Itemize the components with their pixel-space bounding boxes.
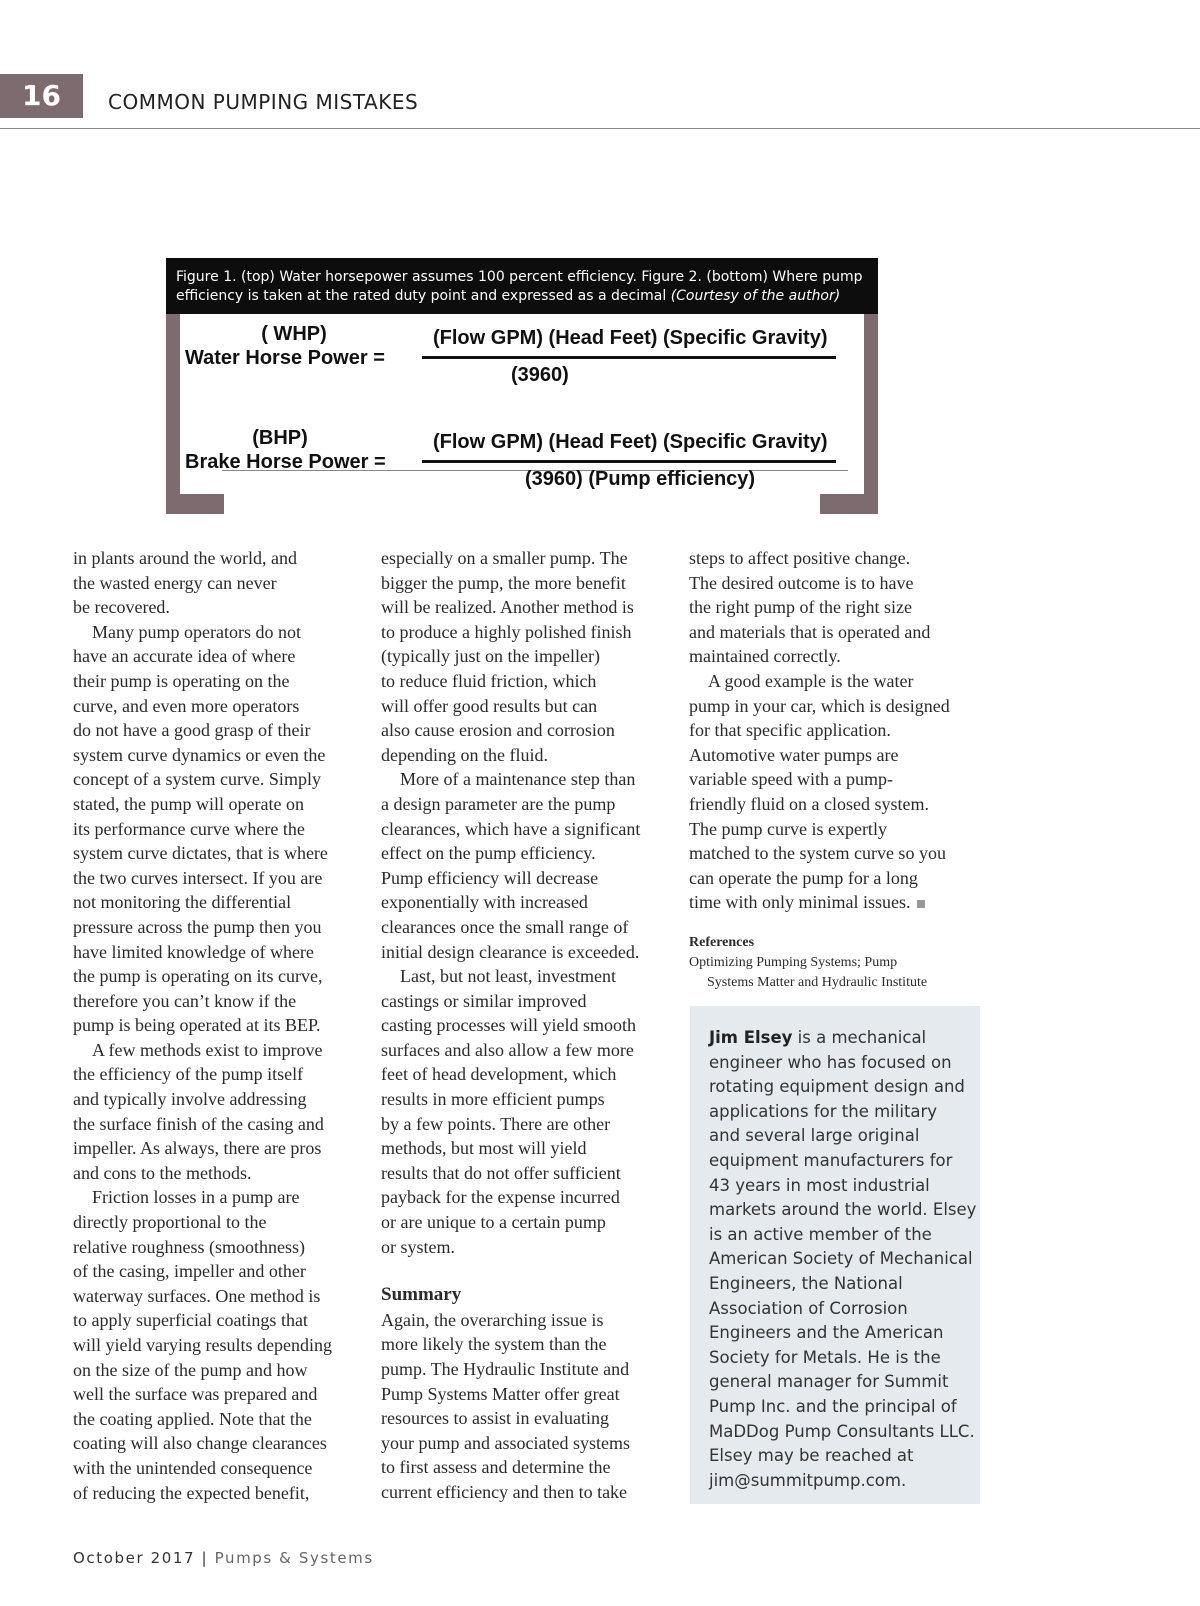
text-line: Friction losses in a pump are (92, 1187, 300, 1208)
text-line: steps to affect positive change. (689, 548, 911, 568)
figure-caption (166, 258, 878, 314)
text-line: the efficiency of the pump itself (73, 1064, 304, 1085)
text-line: system curve dynamics or even the (73, 744, 326, 765)
text-line: the coating applied. Note that the (73, 1408, 312, 1429)
whp-denominator: (3960) (511, 364, 569, 386)
bio-line: equipment manufacturers for (709, 1150, 953, 1170)
text-line: the two curves intersect. If you are (73, 867, 323, 888)
text-line: initial design clearance is exceeded. (381, 941, 640, 962)
text-line: waterway surfaces. One method is (73, 1285, 321, 1306)
text-line: therefore you can’t know if the (73, 990, 297, 1011)
text-line: current efficiency and then to take (381, 1481, 628, 1502)
bio-line: MaDDog Pump Consultants LLC. (709, 1421, 975, 1441)
text-line: also cause erosion and corrosion (381, 720, 615, 741)
bio-text: is a mechanical (792, 1028, 927, 1047)
text-line: A few methods exist to improve (92, 1039, 323, 1060)
caption-credit: (Courtesy of the author) (670, 288, 841, 304)
text-line: feet of head development, which (381, 1064, 617, 1085)
text-line: especially on a smaller pump. The (381, 548, 628, 568)
text-line: to apply superficial coatings that (73, 1310, 308, 1331)
bhp-label: Brake Horse Power = (185, 451, 386, 473)
figure-frame-foot-left (166, 494, 224, 514)
text-line: Pump efficiency will decrease (381, 867, 599, 888)
text-line: clearances, which have a significant (381, 818, 641, 839)
text-line: More of a maintenance step than (400, 769, 636, 790)
article-column-3 (689, 546, 979, 993)
text-line: the surface finish of the casing and (73, 1113, 324, 1134)
article-column-2 (381, 546, 671, 1505)
bio-line: general manager for Summit (709, 1372, 949, 1392)
bhp-fraction-bar (422, 460, 836, 463)
text-line: in plants around the world, and (73, 548, 297, 568)
text-line: for that specific application. (689, 720, 891, 741)
text-line: can operate the pump for a long (689, 867, 918, 888)
text-line: Pump Systems Matter offer great (381, 1383, 620, 1404)
text-line: pump is being operated at its BEP. (73, 1015, 321, 1036)
text-line: friendly fluid on a closed system. (689, 793, 929, 814)
bio-line: Pump Inc. and the principal of (709, 1396, 957, 1416)
text-line: not monitoring the differential (73, 892, 292, 913)
text-line: or system. (381, 1236, 455, 1257)
text-line: methods, but most will yield (381, 1138, 587, 1159)
text-line: or are unique to a certain pump (381, 1212, 606, 1233)
bio-line: markets around the world. Elsey (709, 1200, 977, 1220)
author-bio-box (690, 1006, 980, 1504)
text-line: depending on the fluid. (381, 744, 548, 765)
figure-frame-left (166, 314, 180, 514)
text-line: matched to the system curve so you (689, 843, 946, 864)
page-footer (73, 1549, 374, 1567)
text-line: will offer good results but can (381, 695, 598, 716)
text-line: do not have a good grasp of their (73, 720, 311, 741)
text-line: Again, the overarching issue is (381, 1309, 604, 1330)
figure-frame-foot-right (820, 494, 878, 514)
last-text-line (689, 890, 979, 915)
text-line: Last, but not least, investment (400, 966, 616, 987)
text-line: the right pump of the right size (689, 597, 912, 618)
text-line: its performance curve where the (73, 818, 305, 839)
text-line: their pump is operating on the (73, 670, 290, 691)
text-line: to produce a highly polished finish (381, 621, 632, 642)
section-title: COMMON PUMPING MISTAKES (108, 90, 419, 114)
bio-line: Society for Metals. He is the (709, 1347, 941, 1367)
text-line-content: time with only minimal issues. (689, 892, 911, 913)
text-line: castings or similar improved (381, 990, 587, 1011)
text-line: coating will also change clearances (73, 1433, 327, 1454)
text-line: a design parameter are the pump (381, 793, 616, 814)
text-line: effect on the pump efficiency. (381, 843, 596, 864)
figure-frame-right (864, 314, 878, 514)
text-line: clearances once the small range of (381, 916, 629, 937)
text-line: exponentially with increased (381, 892, 588, 913)
text-line: will yield varying results depending (73, 1335, 332, 1355)
bhp-numerator: (Flow GPM) (Head Feet) (Specific Gravity) (433, 431, 828, 453)
references-body (689, 953, 979, 993)
figure-body-lower (224, 494, 820, 514)
bio-line: Elsey may be reached at (709, 1446, 914, 1466)
text-line: well the surface was prepared and (73, 1384, 318, 1405)
text-line: Many pump operators do not (92, 621, 301, 642)
text-line: variable speed with a pump- (689, 769, 893, 790)
whp-numerator: (Flow GPM) (Head Feet) (Specific Gravity) (433, 327, 828, 349)
text-line: the wasted energy can never (73, 572, 277, 593)
text-line: and materials that is operated and (689, 621, 931, 642)
whp-fraction-bar (422, 356, 836, 359)
reference-line: Systems Matter and Hydraulic Institute (707, 974, 928, 990)
bio-line: 43 years in most industrial (709, 1175, 930, 1195)
end-mark-icon (917, 900, 925, 908)
page-number: 16 (0, 74, 83, 118)
text-line: impeller. As always, there are pros (73, 1138, 322, 1159)
bhp-abbr: (BHP) (252, 427, 308, 449)
text-line: more likely the system than the (381, 1334, 607, 1355)
bio-first-line (709, 1026, 962, 1051)
text-line: on the size of the pump and how (73, 1359, 308, 1380)
text-line: be recovered. (73, 597, 170, 618)
bio-line: Engineers and the American (709, 1323, 944, 1343)
text-line: concept of a system curve. Simply (73, 769, 321, 790)
bio-line: and several large original (709, 1126, 920, 1146)
text-line: of reducing the expected benefit, (73, 1482, 310, 1503)
text-line: stated, the pump will operate on (73, 793, 304, 814)
text-line: A good example is the water (708, 670, 914, 691)
text-line: and cons to the methods. (73, 1162, 252, 1183)
text-line: to reduce fluid friction, which (381, 670, 597, 691)
caption-text: Figure 1. (top) Water horsepower assumes 100 percent efficiency. Figure 2. (bottom) Where pump efficiency is taken at the rated duty point and expressed as a decimal (176, 269, 863, 304)
text-line: pressure across the pump then you (73, 916, 322, 937)
author-email[interactable]: jim@summitpump.com. (709, 1470, 907, 1490)
whp-abbr: ( WHP) (261, 323, 327, 345)
text-line: results that do not offer sufficient (381, 1162, 621, 1183)
issue-date: October 2017 (73, 1549, 196, 1567)
text-line: pump. The Hydraulic Institute and (381, 1359, 630, 1379)
text-line: pump in your car, which is designed (689, 695, 950, 716)
references-title: References (689, 934, 755, 950)
text-line: bigger the pump, the more benefit (381, 572, 626, 593)
text-line: Automotive water pumps are (689, 744, 899, 765)
text-line: casting processes will yield smooth (381, 1015, 636, 1036)
figure-equations (166, 258, 878, 514)
text-line: The desired outcome is to have (689, 572, 914, 593)
text-line: have an accurate idea of where (73, 646, 296, 667)
magazine-name: Pumps & Systems (214, 1549, 374, 1567)
text-line: curve, and even more operators (73, 695, 300, 716)
text-line: your pump and associated systems (381, 1432, 630, 1453)
bio-line: applications for the military (709, 1101, 938, 1121)
bio-line: engineer who has focused on (709, 1052, 952, 1072)
text-line: The pump curve is expertly (689, 818, 887, 839)
text-line: system curve dictates, that is where (73, 843, 328, 864)
text-line: maintained correctly. (689, 646, 841, 667)
text-line: with the unintended consequence (73, 1457, 313, 1478)
text-line: and typically involve addressing (73, 1089, 307, 1110)
reference-line: Optimizing Pumping Systems; Pump (689, 954, 898, 970)
text-line: to first assess and determine the (381, 1457, 611, 1478)
whp-label: Water Horse Power = (185, 347, 385, 369)
bio-line: rotating equipment design and (709, 1077, 965, 1097)
text-line: resources to assist in evaluating (381, 1408, 609, 1429)
text-line: (typically just on the impeller) (381, 646, 600, 667)
bio-line: Engineers, the National (709, 1273, 903, 1293)
summary-heading: Summary (381, 1284, 462, 1306)
text-line: the pump is operating on its curve, (73, 966, 323, 987)
bio-line: American Society of Mechanical (709, 1249, 973, 1269)
bio-line: is an active member of the (709, 1224, 932, 1244)
author-name: Jim Elsey (709, 1028, 793, 1047)
text-line: directly proportional to the (73, 1212, 267, 1233)
text-line: results in more efficient pumps (381, 1089, 605, 1110)
article-column-1 (73, 546, 363, 1505)
header-rule (0, 128, 1200, 129)
text-line: of the casing, impeller and other (73, 1261, 306, 1282)
bio-line: Association of Corrosion (709, 1298, 908, 1318)
figure-body (180, 314, 864, 494)
bhp-denominator: (3960) (Pump efficiency) (525, 468, 756, 490)
text-line: by a few points. There are other (381, 1113, 611, 1134)
footer-separator: | (201, 1549, 209, 1567)
text-line: will be realized. Another method is (381, 597, 634, 618)
text-line: relative roughness (smoothness) (73, 1236, 305, 1257)
text-line: payback for the expense incurred (381, 1187, 620, 1208)
text-line: have limited knowledge of where (73, 941, 314, 962)
text-line: surfaces and also allow a few more (381, 1039, 634, 1060)
